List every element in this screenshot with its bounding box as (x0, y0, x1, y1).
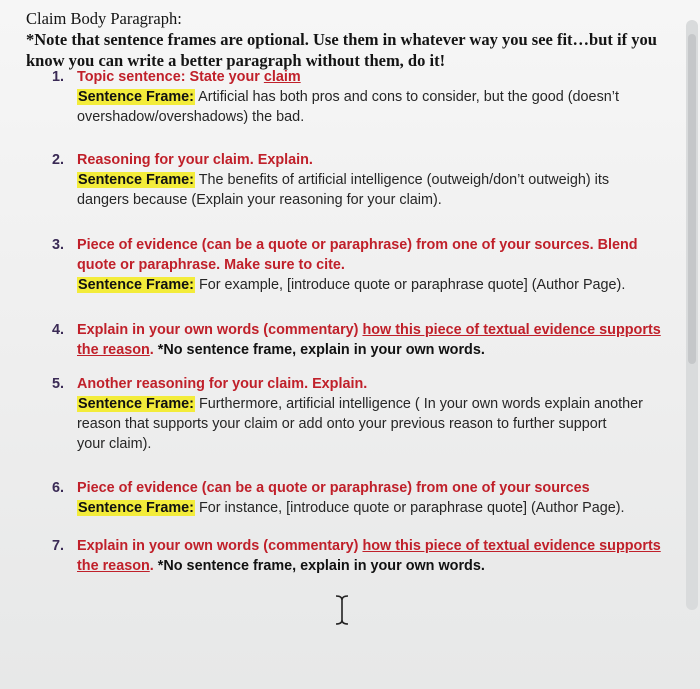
sentence-frame-text: Artificial has both pros and cons to consider, but the good (doesn’t (194, 89, 619, 105)
item-heading: Another reasoning for your claim. Explain. (77, 376, 368, 392)
item-heading: . (149, 558, 154, 574)
item-heading-underlined: the reason (77, 558, 150, 574)
item-heading: Explain in your own words (commentary) (77, 322, 363, 338)
text-cursor-icon (333, 594, 351, 626)
list-number: 5. (52, 376, 65, 392)
sentence-frame-text: dangers because (Explain your reasoning for your claim). (77, 192, 442, 208)
list-number: 2. (52, 152, 65, 168)
sentence-frame-text: reason that supports your claim or add onto your previous reason to further support (77, 416, 607, 432)
item-heading: quote or paraphrase. Make sure to cite. (77, 257, 345, 273)
item-heading: Explain in your own words (commentary) (77, 538, 363, 554)
sentence-frame-text: For instance, [introduce quote or paraphrase quote] (Author Page). (194, 500, 625, 516)
sentence-frame-label: Sentence Frame: (78, 500, 194, 516)
instruction-note-line-1: *Note that sentence frames are optional. Use them in whatever way you see fit…but if you (26, 30, 657, 49)
item-heading-underlined: how this piece of textual evidence supports (362, 538, 661, 554)
sentence-frame-text: The benefits of artificial intelligence (outweigh/don’t outweigh) its (194, 172, 610, 188)
list-number: 3. (52, 237, 65, 253)
sentence-frame-text: your claim). (77, 436, 152, 452)
item-heading: . (149, 342, 154, 358)
list-number: 4. (52, 322, 65, 338)
sentence-frame-label: Sentence Frame: (78, 277, 194, 293)
item-heading-underlined: claim (263, 69, 301, 85)
sentence-frame-label: Sentence Frame: (78, 396, 194, 412)
list-number: 7. (52, 538, 65, 554)
item-heading-underlined: the reason (77, 342, 150, 358)
sentence-frame-label: Sentence Frame: (78, 89, 194, 105)
list-number: 6. (52, 480, 65, 496)
item-heading-underlined: how this piece of textual evidence supports (362, 322, 661, 338)
instruction-note-line-2: know you can write a better paragraph without them, do it! (26, 51, 446, 70)
list-number: 1. (52, 69, 65, 85)
sentence-frame-text: overshadow/overshadows) the bad. (77, 109, 305, 125)
document-header (26, 8, 686, 71)
item-heading: Piece of evidence (can be a quote or paraphrase) from one of your sources (77, 480, 590, 496)
page-title: Claim Body Paragraph: (26, 9, 182, 28)
sentence-frame-text: Furthermore, artificial intelligence ( In your own words explain another (194, 396, 643, 412)
sentence-frame-text: For example, [introduce quote or paraphrase quote] (Author Page). (194, 277, 626, 293)
item-heading: Reasoning for your claim. Explain. (77, 152, 313, 168)
item-heading: Piece of evidence (can be a quote or paraphrase) from one of your sources. Blend (77, 237, 638, 253)
item-heading: Topic sentence: State your (77, 69, 264, 85)
sentence-frame-label: Sentence Frame: (78, 172, 194, 188)
item-note: *No sentence frame, explain in your own words. (153, 558, 485, 574)
item-note: *No sentence frame, explain in your own words. (153, 342, 485, 358)
